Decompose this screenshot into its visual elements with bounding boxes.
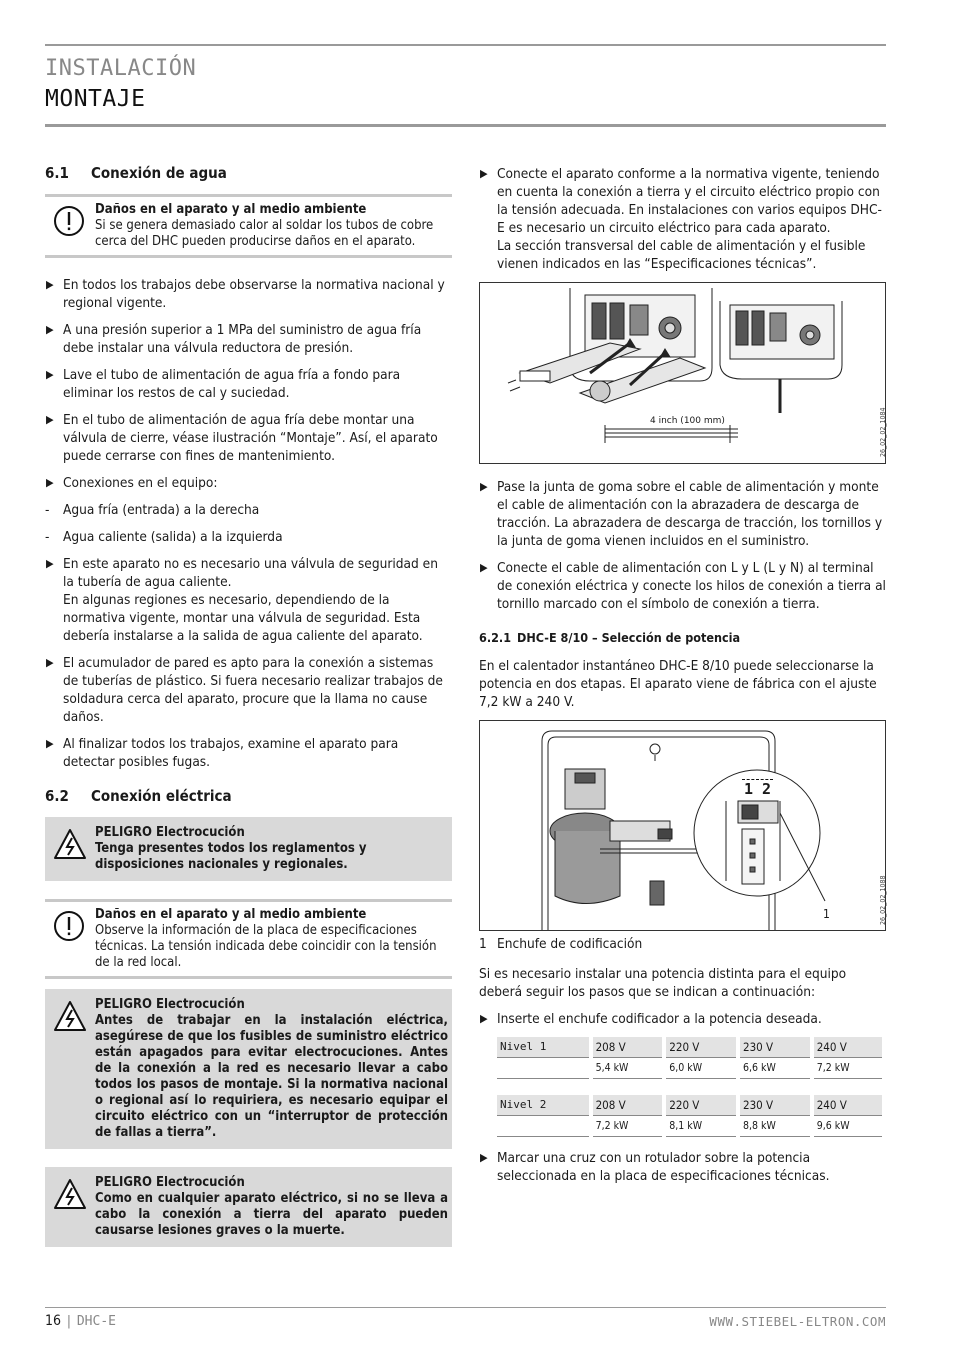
list-item: ▶ El acumulador de pared es apto para la conexión a sistemas de tuberías de plástico. Si fuera necesario realizar trabajos de soldadura cerca del aparato, procure que la llama no cause daños. <box>46 655 443 725</box>
list-item: ▶ A una presión superior a 1 MPa del suministro de agua fría debe instalar una válvula reductora de presión. <box>46 322 422 356</box>
bullet-arrow-icon: ▶ <box>46 278 54 291</box>
table-row: 7,2 kW 8,1 kW 8,8 kW 9,6 kW <box>497 1116 882 1137</box>
danger-note <box>45 817 452 881</box>
list-item: ▶ Pase la junta de goma sobre el cable de alimentación y monte el cable de alimentación con la abrazadera de descarga de tracción. La abrazadera de descarga de tracción, los tornillos y la junta de goma vienen incluidos en el suministro. <box>480 479 883 549</box>
list-item: ▶ En el tubo de alimentación de agua fría debe montar una válvula de cierre, véase ilustración “Montaje”. Así, el aparato puede cerrarse con fines de mantenimiento. <box>46 412 438 464</box>
electrical-hazard-icon <box>53 1178 87 1210</box>
table-row: 5,4 kW 6,0 kW 6,6 kW 7,2 kW <box>497 1058 882 1079</box>
caution-note <box>45 899 452 979</box>
list-item: ▶ Conecte el aparato conforme a la normativa vigente, teniendo en cuenta la conexión a tierra y el circuito eléctrico propio con la tensión adecuada. En instalaciones con varios equipos DHC-E es necesario un circuito eléctrico para cada aparato. La sección transversal del cable de alimentación y el fusible vienen indicados en las “Especificaciones técnicas”. <box>480 166 882 272</box>
paragraph: Si es necesario instalar una potencia distinta para el equipo deberá seguir los pasos que se indican a continuación: <box>479 966 847 1000</box>
list-item: ▶ Lave el tubo de alimentación de agua fría a fondo para eliminar los restos de cal y suciedad. <box>46 367 401 401</box>
footer-page: 16 | DHC-E <box>45 1313 116 1329</box>
figure-power-cable <box>479 282 886 464</box>
bullet-arrow-icon: ▶ <box>480 480 488 493</box>
bullet-arrow-icon: ▶ <box>480 167 488 180</box>
right-column <box>479 165 886 1194</box>
list-item: ▶ Marcar una cruz con un rotulador sobre la potencia seleccionada en la placa de especificaciones técnicas. <box>480 1150 830 1184</box>
danger-note <box>45 989 452 1149</box>
note-title: PELIGRO Electrocución <box>95 997 245 1012</box>
footer-rule <box>45 1307 886 1308</box>
note-text: Tenga presentes todos los reglamentos y disposiciones nacionales y regionales. <box>95 841 367 872</box>
bullet-arrow-icon: ▶ <box>46 368 54 381</box>
power-table <box>497 1037 882 1137</box>
caution-exclamation-icon <box>53 205 85 237</box>
measurement-label: 4 inch (100 mm) <box>650 416 725 426</box>
paragraph: En el calentador instantáneo DHC-E 8/10 puede seleccionarse la potencia en dos etapas. El aparato viene de fábrica con el ajuste 7,2 kW a 240 V. <box>479 658 877 710</box>
note-text: Si se genera demasiado calor al soldar los tubos de cobre cerca del DHC pueden producirse daños en el aparato. <box>95 218 434 249</box>
subsection-6-2-1-heading: 6.2.1 DHC-E 8/10 – Selección de potencia <box>479 630 741 645</box>
section-number: 6.2 <box>45 787 69 805</box>
level-label: Nivel 2 <box>497 1095 591 1116</box>
bullet-arrow-icon: ▶ <box>480 1012 488 1025</box>
note-text: Antes de trabajar en la instalación eléctrica, asegúrese de que los fusibles de suministro eléctrico están apagados para evitar electrocuciones. Antes de la conexión a la red es necesario llevar a cabo todos los pasos de montaje. Si la normativa nacional o regional así lo requiriera, es necesario equipar el circuito eléctrico con un “interruptor de protección de fallas a tierra”. <box>95 1013 448 1140</box>
dash-item: - Agua caliente (salida) a la izquierda <box>45 529 283 545</box>
list-item: ▶ Conecte el cable de alimentación con L y L (L y N) al terminal de conexión eléctrica y conecte los hilos de conexión a tierra al tornillo marcado con el símbolo de conexión a tierra. <box>480 560 886 612</box>
model-name: DHC-E <box>76 1314 116 1329</box>
note-title: Daños en el aparato y al medio ambiente <box>95 202 367 217</box>
dash-item: - Agua fría (entrada) a la derecha <box>45 502 260 518</box>
list-item: ▶ Inserte el enchufe codificador a la potencia deseada. <box>480 1011 822 1027</box>
note-text: Como en cualquier aparato eléctrico, si no se lleva a cabo la conexión a tierra del aparato pueden causarse lesiones graves o la muerte. <box>95 1191 448 1238</box>
electrical-hazard-icon <box>53 1000 87 1032</box>
top-rule <box>45 44 886 46</box>
figure-legend: 1 Enchufe de codificación <box>479 936 643 952</box>
left-column <box>45 160 452 1265</box>
list-item: ▶ En este aparato no es necesario una válvula de seguridad en la tubería de agua caliente. En algunas regiones es necesario, dependiendo de la normativa vigente, montar una válvula de seguridad. Esta debería instalarse a la salida de agua caliente del aparato. <box>46 556 438 644</box>
bullet-arrow-icon: ▶ <box>46 656 54 669</box>
figure-id: 26_02_02_1084 <box>879 407 887 457</box>
section-heading: MONTAJE <box>45 86 146 112</box>
level-label: Nivel 1 <box>497 1037 591 1058</box>
table-row: Nivel 1 208 V 220 V 230 V 240 V <box>497 1037 882 1058</box>
danger-note <box>45 1167 452 1247</box>
coding-plug-illustration <box>480 721 885 930</box>
bullet-arrow-icon: ▶ <box>46 557 54 570</box>
list-item: ▶ Conexiones en el equipo: <box>46 475 218 491</box>
note-title: PELIGRO Electrocución <box>95 825 245 840</box>
footer-url: WWW.STIEBEL-ELTRON.COM <box>709 1314 886 1329</box>
bullet-arrow-icon: ▶ <box>46 737 54 750</box>
plug-position-label: 1 2 <box>744 780 772 798</box>
note-text: Observe la información de la placa de especificaciones técnicas. La tensión indicada debe coincidir con la tensión de la red local. <box>95 923 437 970</box>
section-title: Conexión eléctrica <box>91 787 232 805</box>
chapter-title: INSTALACIÓN <box>45 56 197 81</box>
figure-coding-plug <box>479 720 886 931</box>
figure-id: 26_02_02_1088 <box>879 875 887 925</box>
list-item: ▶ En todos los trabajos debe observarse la normativa nacional y regional vigente. <box>46 277 445 311</box>
page-number: 16 <box>45 1313 62 1329</box>
note-title: Daños en el aparato y al medio ambiente <box>95 907 367 922</box>
section-6-1-heading <box>45 164 452 182</box>
note-title: PELIGRO Electrocución <box>95 1175 245 1190</box>
section-title: Conexión de agua <box>91 164 227 182</box>
section-number: 6.1 <box>45 164 69 182</box>
bullet-arrow-icon: ▶ <box>46 323 54 336</box>
caution-note <box>45 194 452 258</box>
header-rule <box>45 124 886 127</box>
table-row: Nivel 2 208 V 220 V 230 V 240 V <box>497 1095 882 1116</box>
caution-exclamation-icon <box>53 910 85 942</box>
bullet-arrow-icon: ▶ <box>46 413 54 426</box>
electrical-hazard-icon <box>53 828 87 860</box>
bullet-arrow-icon: ▶ <box>480 561 488 574</box>
list-item: ▶ Al finalizar todos los trabajos, examine el aparato para detectar posibles fugas. <box>46 736 399 770</box>
bullet-arrow-icon: ▶ <box>480 1151 488 1164</box>
section-6-2-heading <box>45 787 452 805</box>
power-cable-illustration <box>480 283 885 463</box>
bullet-arrow-icon: ▶ <box>46 476 54 489</box>
callout-number: 1 <box>823 907 830 921</box>
